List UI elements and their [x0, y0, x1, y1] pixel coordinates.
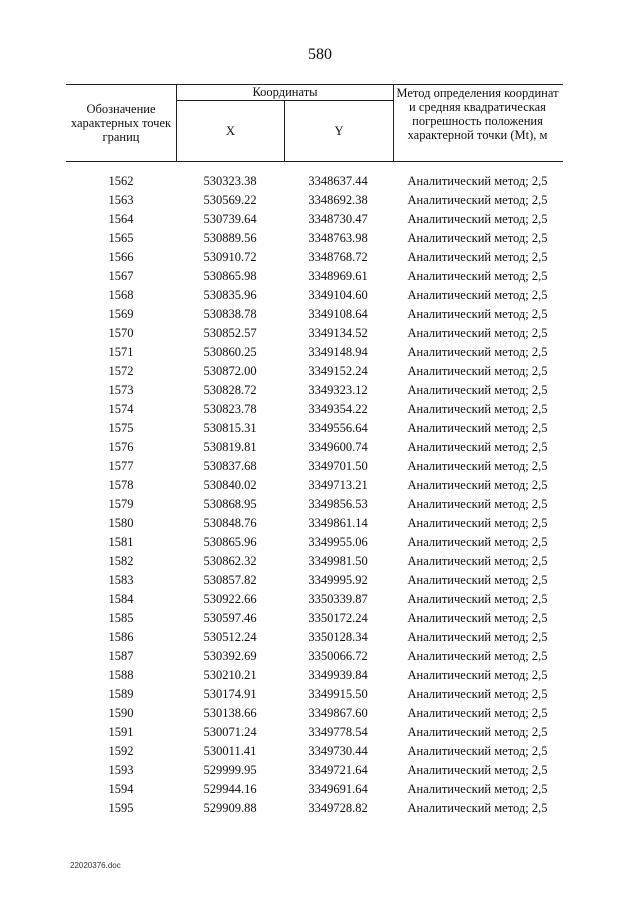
point-number: 1577 [108, 459, 134, 473]
table-row [66, 799, 563, 818]
coord-y: 3349108.64 [308, 307, 368, 321]
table-row [66, 305, 563, 324]
method: Аналитический метод; 2,5 [407, 345, 548, 359]
coord-y: 3349134.52 [308, 326, 368, 340]
table-row [66, 172, 563, 191]
point-number: 1565 [108, 231, 134, 245]
table-row [66, 628, 563, 647]
coord-y: 3349981.50 [308, 554, 368, 568]
method: Аналитический метод; 2,5 [407, 782, 548, 796]
method: Аналитический метод; 2,5 [407, 459, 548, 473]
coord-y: 3349730.44 [308, 744, 368, 758]
table-row [66, 286, 563, 305]
coord-y: 3348637.44 [308, 174, 368, 188]
coord-y: 3349556.64 [308, 421, 368, 435]
coord-y: 3349713.21 [308, 478, 368, 492]
table-row [66, 590, 563, 609]
coord-y: 3349867.60 [308, 706, 368, 720]
table-row [66, 381, 563, 400]
coord-x: 530868.95 [203, 497, 257, 511]
coord-x: 530865.96 [203, 535, 257, 549]
method: Аналитический метод; 2,5 [407, 725, 548, 739]
method: Аналитический метод; 2,5 [407, 193, 548, 207]
coord-y: 3349323.12 [308, 383, 368, 397]
table-row [66, 666, 563, 685]
point-number: 1571 [108, 345, 134, 359]
method: Аналитический метод; 2,5 [407, 269, 548, 283]
coord-x: 530512.24 [203, 630, 257, 644]
point-number: 1593 [108, 763, 134, 777]
point-number: 1586 [108, 630, 134, 644]
coord-y: 3349995.92 [308, 573, 368, 587]
point-number: 1563 [108, 193, 134, 207]
point-number: 1568 [108, 288, 134, 302]
point-number: 1562 [108, 174, 134, 188]
coord-y: 3349104.60 [308, 288, 368, 302]
table-row [66, 457, 563, 476]
method: Аналитический метод; 2,5 [407, 478, 548, 492]
point-number: 1567 [108, 269, 134, 283]
coord-x: 530569.22 [203, 193, 257, 207]
coord-y: 3349148.94 [308, 345, 368, 359]
point-number: 1575 [108, 421, 134, 435]
table-row [66, 552, 563, 571]
method: Аналитический метод; 2,5 [407, 744, 548, 758]
method: Аналитический метод; 2,5 [407, 630, 548, 644]
method: Аналитический метод; 2,5 [407, 250, 548, 264]
point-number: 1594 [108, 782, 134, 796]
coord-y: 3349939.84 [308, 668, 368, 682]
coord-y: 3348763.98 [308, 231, 368, 245]
method: Аналитический метод; 2,5 [407, 706, 548, 720]
coord-x: 530840.02 [203, 478, 257, 492]
coord-x: 530323.38 [203, 174, 257, 188]
coord-x: 530597.46 [203, 611, 257, 625]
method: Аналитический метод; 2,5 [407, 687, 548, 701]
point-number: 1591 [108, 725, 134, 739]
table-row [66, 533, 563, 552]
coord-x: 530862.32 [203, 554, 257, 568]
point-number: 1576 [108, 440, 134, 454]
coord-x: 530838.78 [203, 307, 257, 321]
coord-x: 530848.76 [203, 516, 257, 530]
point-number: 1574 [108, 402, 134, 416]
table-body [66, 172, 563, 818]
coord-y: 3349861.14 [308, 516, 368, 530]
coord-y: 3349691.64 [308, 782, 368, 796]
header-coordinates: Координаты [177, 85, 393, 101]
table-row [66, 343, 563, 362]
coord-y: 3348768.72 [308, 250, 368, 264]
method: Аналитический метод; 2,5 [407, 668, 548, 682]
method: Аналитический метод; 2,5 [407, 592, 548, 606]
coord-y: 3349152.24 [308, 364, 368, 378]
coord-x: 530392.69 [203, 649, 257, 663]
coord-x: 529944.16 [203, 782, 257, 796]
table-row [66, 609, 563, 628]
table-row [66, 419, 563, 438]
point-number: 1587 [108, 649, 134, 663]
coord-x: 530174.91 [203, 687, 257, 701]
table-row [66, 362, 563, 381]
method: Аналитический метод; 2,5 [407, 554, 548, 568]
table-row [66, 210, 563, 229]
method: Аналитический метод; 2,5 [407, 801, 548, 815]
header-x: X [177, 101, 285, 161]
point-number: 1580 [108, 516, 134, 530]
point-number: 1579 [108, 497, 134, 511]
point-number: 1592 [108, 744, 134, 758]
coord-x: 530835.96 [203, 288, 257, 302]
footer-filename: 22020376.doc [70, 861, 121, 870]
coord-y: 3350172.24 [308, 611, 368, 625]
point-number: 1582 [108, 554, 134, 568]
table-row [66, 685, 563, 704]
method: Аналитический метод; 2,5 [407, 364, 548, 378]
table-row [66, 761, 563, 780]
header-y: Y [334, 124, 344, 138]
table-row [66, 400, 563, 419]
method: Аналитический метод; 2,5 [407, 326, 548, 340]
coord-x: 530739.64 [203, 212, 257, 226]
point-number: 1585 [108, 611, 134, 625]
table-row [66, 324, 563, 343]
table-row [66, 571, 563, 590]
page-number: 580 [308, 46, 332, 63]
table-row [66, 514, 563, 533]
table-row [66, 267, 563, 286]
coord-y: 3349778.54 [308, 725, 368, 739]
point-number: 1572 [108, 364, 134, 378]
method: Аналитический метод; 2,5 [407, 516, 548, 530]
point-number: 1584 [108, 592, 134, 606]
point-number: 1566 [108, 250, 134, 264]
coord-x: 530837.68 [203, 459, 257, 473]
coord-y: 3349721.64 [308, 763, 368, 777]
point-number: 1578 [108, 478, 134, 492]
point-number: 1573 [108, 383, 134, 397]
coord-y: 3350339.87 [308, 592, 368, 606]
coord-y: 3349915.50 [308, 687, 368, 701]
point-number: 1590 [108, 706, 134, 720]
coord-x: 530857.82 [203, 573, 257, 587]
method: Аналитический метод; 2,5 [407, 421, 548, 435]
method: Аналитический метод; 2,5 [407, 611, 548, 625]
coord-y: 3348730.47 [308, 212, 368, 226]
coord-y: 3348969.61 [308, 269, 368, 283]
coord-x: 530210.21 [203, 668, 257, 682]
table-row [66, 229, 563, 248]
point-number: 1595 [108, 801, 134, 815]
point-number: 1583 [108, 573, 134, 587]
coord-y: 3348692.38 [308, 193, 368, 207]
coord-y: 3350066.72 [308, 649, 368, 663]
coord-y: 3349955.06 [308, 535, 368, 549]
table-row [66, 742, 563, 761]
method: Аналитический метод; 2,5 [407, 440, 548, 454]
point-number: 1581 [108, 535, 134, 549]
header-method: Метод определения координат и средняя квадратическая погрешность положения характерной точки (Мt), м [396, 86, 559, 142]
coord-x: 530819.81 [203, 440, 257, 454]
coord-x: 530011.41 [203, 744, 257, 758]
coord-y: 3349354.22 [308, 402, 368, 416]
coord-x: 530815.31 [203, 421, 257, 435]
table-row [66, 191, 563, 210]
coord-y: 3350128.34 [308, 630, 368, 644]
table-header [66, 84, 563, 162]
coord-y: 3349600.74 [308, 440, 368, 454]
method: Аналитический метод; 2,5 [407, 497, 548, 511]
method: Аналитический метод; 2,5 [407, 212, 548, 226]
method: Аналитический метод; 2,5 [407, 402, 548, 416]
table-row [66, 438, 563, 457]
table-row [66, 495, 563, 514]
coord-x: 530828.72 [203, 383, 257, 397]
point-number: 1569 [108, 307, 134, 321]
method: Аналитический метод; 2,5 [407, 573, 548, 587]
coord-x: 529999.95 [203, 763, 257, 777]
coord-x: 530138.66 [203, 706, 257, 720]
table-row [66, 476, 563, 495]
coord-y: 3349856.53 [308, 497, 368, 511]
coord-x: 530910.72 [203, 250, 257, 264]
point-number: 1588 [108, 668, 134, 682]
coord-x: 530922.66 [203, 592, 257, 606]
coord-x: 530865.98 [203, 269, 257, 283]
method: Аналитический метод; 2,5 [407, 383, 548, 397]
method: Аналитический метод; 2,5 [407, 231, 548, 245]
method: Аналитический метод; 2,5 [407, 307, 548, 321]
method: Аналитический метод; 2,5 [407, 174, 548, 188]
table-row [66, 248, 563, 267]
table-row [66, 647, 563, 666]
coord-x: 530872.00 [203, 364, 257, 378]
coord-x: 530071.24 [203, 725, 257, 739]
coord-x: 529909.88 [203, 801, 257, 815]
header-designation: Обозначение характерных точек границ [70, 102, 172, 144]
coord-x: 530852.57 [203, 326, 257, 340]
table-row [66, 780, 563, 799]
method: Аналитический метод; 2,5 [407, 763, 548, 777]
method: Аналитический метод; 2,5 [407, 535, 548, 549]
coord-x: 530860.25 [203, 345, 257, 359]
point-number: 1589 [108, 687, 134, 701]
method: Аналитический метод; 2,5 [407, 649, 548, 663]
table-row [66, 723, 563, 742]
table-row [66, 704, 563, 723]
coord-x: 530823.78 [203, 402, 257, 416]
coord-x: 530889.56 [203, 231, 257, 245]
header-coordinates-group [176, 85, 394, 161]
point-number: 1564 [108, 212, 134, 226]
method: Аналитический метод; 2,5 [407, 288, 548, 302]
coord-y: 3349701.50 [308, 459, 368, 473]
point-number: 1570 [108, 326, 134, 340]
coord-y: 3349728.82 [308, 801, 368, 815]
